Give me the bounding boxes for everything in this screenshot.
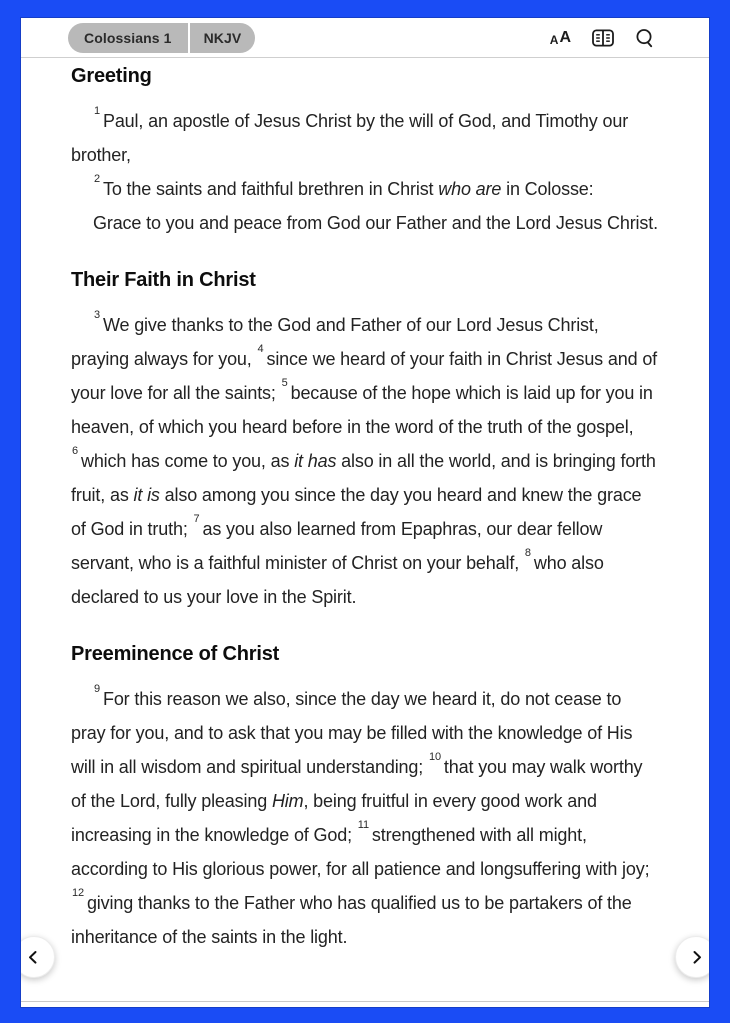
verse-number: 5	[281, 377, 288, 389]
reader-header	[21, 18, 709, 58]
verse-number: 6	[72, 445, 78, 457]
verse-paragraph[interactable]: $^3$ We give thanks to the God and Father of our Lord Jesus Christ, praying always for you, $^4$ since we heard of your faith in Christ Jesus and of your love for all the saints; $^5$ because of the hope which is laid up for you in heaven, of which you heard before in the word of the truth of the gospel, $^6$ which has come to you, as it has also in all the world, and is bringing forth fruit, as it is also among you since the day you heard and knew the grace of God in truth; $^7$ as you also learned from Epaphras, our dear fellow servant, who is a faithful minister of Christ on your behalf, $^8$ who also declared to us your love in the Spirit.	[71, 309, 658, 607]
verse-paragraph[interactable]: $^1$ Paul, an apostle of Jesus Christ by the will of God, and Timothy our brother,	[71, 105, 629, 165]
verse-number: 1	[94, 105, 100, 117]
search-icon[interactable]	[633, 26, 657, 50]
bible-app-window	[21, 18, 709, 1007]
verse-number: 11	[357, 819, 369, 831]
font-size-small-a: A	[549, 32, 559, 47]
reader-view-icon[interactable]	[590, 27, 616, 49]
header-icons	[548, 26, 657, 50]
reference-pill	[68, 23, 255, 53]
next-chapter-button[interactable]	[675, 936, 709, 978]
section-heading: Preeminence of Christ	[71, 643, 280, 665]
version-button[interactable]: NKJV	[188, 23, 256, 53]
verse-paragraph[interactable]: $^2$ To the saints and faithful brethren in Christ who are in Colosse:	[94, 173, 594, 199]
scripture-viewport[interactable]	[21, 58, 709, 1002]
verse-number: 7	[193, 513, 200, 525]
verse-number: 8	[524, 547, 531, 559]
section-heading: Greeting	[71, 65, 152, 87]
verse-number: 4	[257, 343, 264, 355]
verse-number: 2	[94, 173, 100, 185]
bible-text	[71, 62, 659, 954]
verse-number: 12	[72, 887, 84, 899]
verse-number: 9	[94, 683, 100, 695]
font-size-icon[interactable]	[548, 28, 573, 48]
verse-number: 10	[428, 751, 441, 763]
book-chapter-button[interactable]: Colossians 1	[68, 23, 188, 53]
verse-number: 3	[94, 309, 100, 321]
chevron-left-icon	[22, 945, 46, 969]
font-size-big-a: A	[559, 28, 571, 46]
section-heading: Their Faith in Christ	[71, 269, 256, 291]
verse-paragraph[interactable]: Grace to you and peace from God our Father and the Lord Jesus Christ.	[93, 213, 658, 233]
chevron-right-icon	[684, 945, 708, 969]
verse-paragraph[interactable]: $^9$ For this reason we also, since the day we heard it, do not cease to pray for you, and to ask that you may be filled with the knowledge of His will in all wisdom and spiritual understanding; $^{10}$ that you may walk worthy of the Lord, fully pleasing Him, being fruitful in every good work and increasing in the knowledge of God; $^{11}$ strengthened with all might, according to His glorious power, for all patience and longsuffering with joy; $^{12}$ giving thanks to the Father who has qualified us to be partakers of the inheritance of the saints in the light.	[71, 683, 650, 947]
